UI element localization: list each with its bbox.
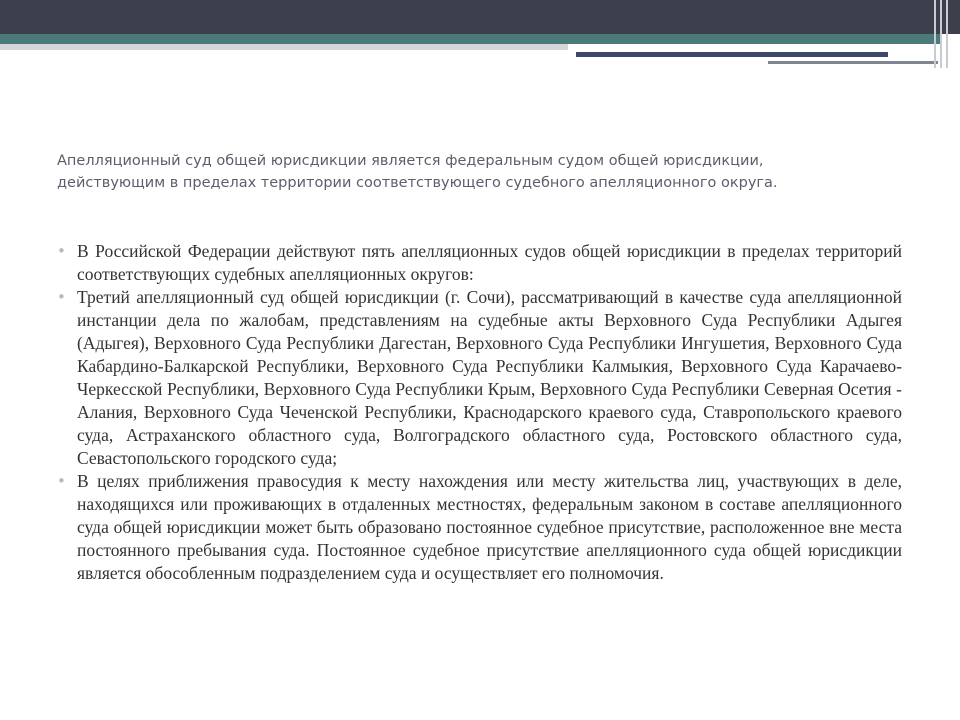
bullet-text: В Российской Федерации действуют пять апелляционных судов общей юрисдикции в пределах территорий соответствующих судебных апелляционных округов:: [77, 241, 902, 284]
accent-line-navy: [576, 52, 888, 57]
bullet-text: Третий апелляционный суд общей юрисдикции (г. Сочи), рассматривающий в качестве суда апелляционной инстанции дела по жалобам, представлениям на судебные акты Верховного Суда Республики Адыгея (Адыгея), Верховного Суда Республики Дагестан, Верховного Суда Республики Ингушетия, Верховного Суда Кабардино-Балкарской Республики, Верховного Суда Республики Калмыкия, Верховного Суда Карачаево-Черкесской Республики, Верховного Суда Республики Крым, Верховного Суда Республики Северная Осетия - Алания, Верховного Суда Чеченской Республики, Краснодарского краевого суда, Ставропольского краевого суда, Астраханского областного суда, Волгоградского областного суда, Ростовского областного суда, Севастопольского городского суда;: [77, 287, 902, 468]
bullet-text: В целях приближения правосудия к месту нахождения или месту жительства лиц, участвующих в деле, находящихся или проживающих в отдаленных местностях, федеральным законом в составе апелляционного суда общей юрисдикции может быть образовано постоянное судебное присутствие, расположенное вне места постоянного пребывания суда. Постоянное судебное присутствие апелляционного суда общей юрисдикции является обособленным подразделением суда и осуществляет его полномочия.: [77, 471, 902, 583]
bullet-list: [57, 240, 902, 585]
header-accent-bar: [568, 44, 940, 66]
list-item: [57, 470, 902, 585]
header-teal-stripe: [0, 34, 940, 44]
list-item: [57, 240, 902, 286]
accent-line-grey: [768, 61, 938, 64]
slide-title: Апелляционный суд общей юрисдикции является федеральным судом общей юрисдикции, действующим в пределах территории соответствующего судебного апелляционного округа.: [57, 153, 778, 191]
list-item: [57, 286, 902, 470]
bullet-icon: •: [57, 242, 66, 260]
header-band: [0, 0, 960, 34]
header-edge-lines: [930, 0, 960, 68]
bullet-icon: •: [57, 472, 66, 490]
bullet-icon: •: [57, 288, 66, 306]
header-grey-stripe: [0, 44, 568, 50]
